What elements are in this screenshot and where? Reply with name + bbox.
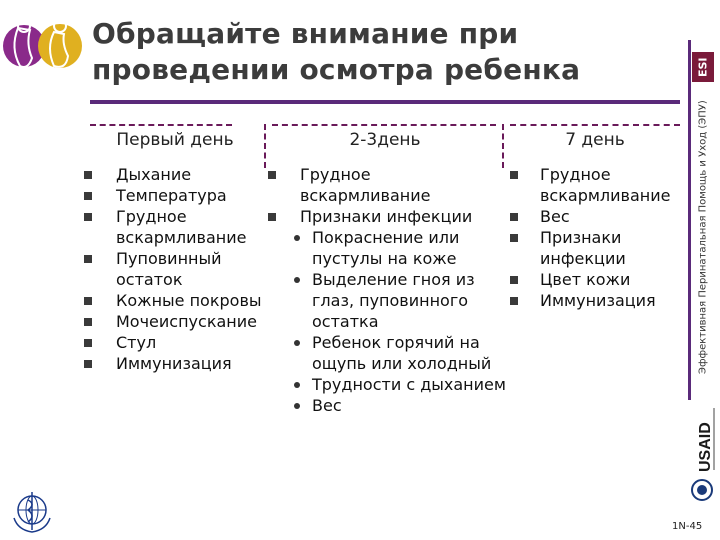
column-day2-3 [254,164,506,416]
header-divider-1 [90,124,232,126]
list-item: Дыхание [70,164,266,185]
usaid-logo [688,400,718,508]
list-item: Пуповинный остаток [70,248,266,290]
header-divider-2 [272,124,496,126]
list-item: Грудное вскармливание [254,164,506,206]
esi-badge: ESI [692,52,714,82]
column-day7 [506,164,684,311]
bullet-dot-icon [294,382,300,388]
column-header-day7: 7 день [565,130,625,150]
list-item: Признаки инфекции [506,227,684,269]
sub-list-item: Выделение гноя из глаз, пуповинного остатка [254,269,506,332]
usaid-wordmark: USAID [697,422,714,472]
bullet-icon [510,297,518,305]
who-emblem [8,488,56,536]
bullet-icon [268,171,276,179]
sub-list-item: Вес [254,395,506,416]
list-item: Иммунизация [506,290,684,311]
bullet-icon [510,276,518,284]
bullet-icon [84,318,92,326]
column-divider-1 [264,124,266,168]
list-item: Грудное вскармливание [506,164,684,206]
bullet-icon [510,171,518,179]
bullet-icon [84,255,92,263]
list-item: Кожные покровы [70,290,266,311]
column-header-day2-3: 2-3день [349,130,421,150]
sub-list-item: Покраснение или пустулы на коже [254,227,506,269]
bullet-dot-icon [294,340,300,346]
title-underline [90,100,680,104]
sidebar-rule [688,40,691,400]
list-item: Вес [506,206,684,227]
list-item: Температура [70,185,266,206]
bullet-icon [84,360,92,368]
mother-child-logo [2,8,84,80]
column-divider-2 [502,124,504,168]
sub-list-item: Ребенок горячий на ощупь или холодный [254,332,506,374]
bullet-icon [84,339,92,347]
list-item: Признаки инфекции [254,206,506,227]
bullet-dot-icon [294,235,300,241]
column-header-day1: Первый день [116,130,234,150]
bullet-dot-icon [294,277,300,283]
bullet-icon [510,234,518,242]
list-item: Стул [70,332,266,353]
slide-number: 1N-45 [672,521,703,532]
list-item: Цвет кожи [506,269,684,290]
bullet-icon [84,171,92,179]
header-divider-3 [510,124,680,126]
bullet-icon [84,192,92,200]
list-item: Иммунизация [70,353,266,374]
bullet-icon [84,297,92,305]
bullet-icon [510,213,518,221]
sub-list-item: Трудности с дыханием [254,374,506,395]
list-item: Мочеиспускание [70,311,266,332]
bullet-icon [268,213,276,221]
list-item: Грудное вскармливание [70,206,266,248]
bullet-dot-icon [294,403,300,409]
sidebar-caption: Эффективная Перинатальная Помощь и Уход (ЭПУ) [697,100,709,374]
slide-title: Обращайте внимание при проведении осмотра ребенка [92,17,581,86]
column-day1 [70,164,266,374]
bullet-icon [84,213,92,221]
